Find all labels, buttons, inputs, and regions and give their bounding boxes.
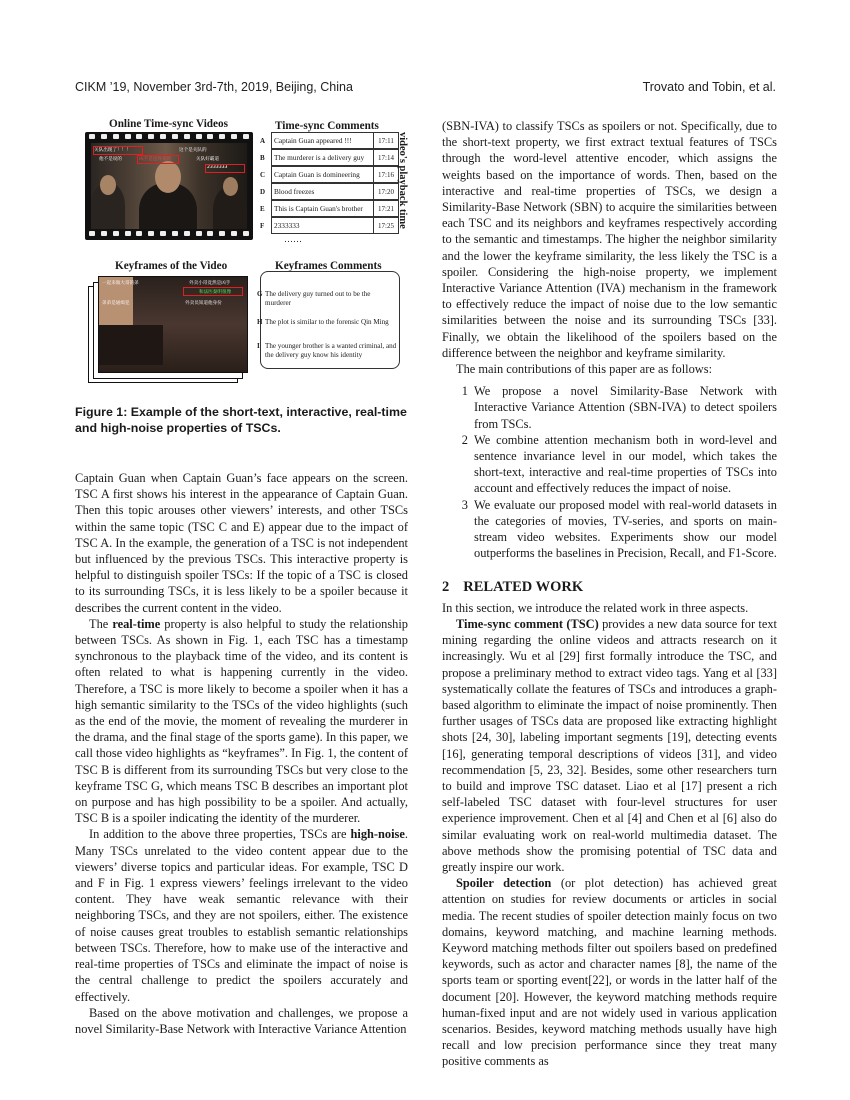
- section-heading: 2 RELATED WORK: [442, 579, 584, 596]
- figure-caption: Figure 1: Example of the short-text, interactive, real-time and high-noise properties of TSCs.: [75, 405, 407, 435]
- tsc-row: A Captain Guan appeared !!! 17:11: [260, 132, 400, 149]
- spoiler-detection-term: Spoiler detection: [456, 876, 552, 891]
- tsc-row: D Blood freezes 17:20: [260, 183, 400, 200]
- figure-1: [75, 118, 415, 388]
- paragraph: Based on the above motivation and challenges, we propose a novel Similarity-Base Network with Interactive Variance Attention: [75, 1005, 408, 1036]
- video-title: Online Time-sync Videos: [109, 118, 228, 130]
- danmu-e: 关队好霸道: [196, 157, 219, 162]
- contributions-list: [442, 383, 777, 561]
- left-column: [75, 470, 408, 1037]
- paragraph: In this section, we introduce the related work in three aspects.: [442, 600, 749, 615]
- video-film-strip: [85, 132, 253, 240]
- list-item: 2 We combine attention mechanism both in word-level and sentence invariance level in our model, which takes the short-text, interactive and real-time properties of TSCs into account and effectively reduces the impact of noise.: [461, 432, 777, 496]
- tsc-row: C Captain Guan is domineering 17:16: [260, 166, 400, 183]
- kf-danmu-c: 和法医秦明很像: [199, 290, 232, 295]
- real-time-term: real-time: [112, 616, 161, 631]
- list-item: 1 We propose a novel Similarity-Base Network with Interactive Variance Attention (SBN-IVA) to detect spoilers from TSCs.: [461, 384, 777, 431]
- tsc-row: F 2333333 17:25: [260, 217, 400, 234]
- running-header-authors: Trovato and Tobin, et al.: [642, 80, 776, 94]
- tsc-row: B The murderer is a delivery guy 17:14: [260, 149, 400, 166]
- tsc-ellipsis: ……: [284, 234, 302, 244]
- paragraph: In addition to the above three properties, TSCs are high-noise. Many TSCs unrelated to the video content appear due to the viewers’ diverse topics and particular ideas. For example, TSC D and F in Fig. 1 express viewers’ feelings irrelevant to the video content. They have weak semantic relevance with their neighboring TSCs, and they are not spoilers, either. The existence of noise causes great troubles to establish semantic relationships between TSCs. Therefore, how to make use of the interactive and real-time properties of TSCs and eliminate the impact of noise is the central challenge to predict the spoilers accurately and effectively.: [75, 827, 408, 1004]
- keyframe-comment: G The delivery guy turned out to be the murderer: [257, 290, 371, 307]
- keyframe-comments-title: Keyframes Comments: [275, 260, 382, 272]
- keyframe-comments-box: [257, 271, 400, 369]
- danmu-a: 关队出现了！！！: [94, 148, 131, 153]
- list-item: 3 We evaluate our proposed model with real-world datasets in the categories of movies, TV-series, and sports on main-stream video websites. Experiments show our model outperforms the baselines in Precision, Recall, and F1-Score.: [461, 497, 777, 561]
- playback-time-axis-label: video's playback time: [397, 132, 408, 229]
- keyframes-title: Keyframes of the Video: [115, 260, 228, 272]
- kf-danmu-d: 弟弟是通缉犯: [102, 301, 130, 306]
- danmu-c: 他不是说的: [99, 157, 122, 162]
- video-frame: [91, 143, 247, 229]
- keyframe-comment: H The plot is similar to the forensic Qin Ming: [257, 318, 389, 326]
- keyframe-comment: I The younger brother is a wanted criminal, and the delivery guy know his identity: [257, 342, 397, 359]
- danmu-b: 这个是关队的: [179, 148, 207, 153]
- tsc-row: E This is Captain Guan's brother 17:21: [260, 200, 400, 217]
- paragraph: The real-time property is also helpful to study the relationship between TSCs. As shown in Fig. 1, each TSC has a timestamp synchronous to the playback time of the video, and its content is often related to what is happening currently in the video. Therefore, a TSC is more likely to become a spoiler when it has a high semantic similarity to the TSCs of the video highlights (such as the end of the movie, the moment of revealing the murderer in the drama, and the final stage of the sports game). In this paper, we call those video highlights as “keyframes”. In Fig. 1, the content of TSC B is different from its surrounding TSCs but very close to the keyframe TSC G, which means TSC B describes an important plot on purpose and has high possibility to be a spoiler. And actually, TSC B is a spoiler indicating the identity of the murderer.: [75, 616, 408, 826]
- kf-danmu-b: 外卖小哥竟然是凶手: [189, 281, 231, 286]
- tsc-title: Time-sync Comments: [275, 120, 379, 132]
- keyframe-image: [98, 276, 248, 373]
- paragraph: The main contributions of this paper are as follows:: [456, 362, 713, 377]
- paragraph: Captain Guan when Captain Guan’s face appears on the screen. TSC A first shows his interest in the appearance of Captain Guan. Then this topic arouses other viewers’ interests, and other TSCs within the same topic (TSC C and E) appear due to the impact of TSC A. In the example, the generation of a TSC is not independent but influenced by the previous TSCs. This interactive property is helpful to distinguish spoiler TSCs: If the topic of a TSC is closed to its surrounding TSCs, it is less likely to be a spoiler because it describes the current content in the video.: [75, 471, 408, 615]
- danmu-f: 2333333: [207, 165, 228, 170]
- right-column: [442, 118, 777, 1070]
- danmu-d: 凶手是送外卖的: [139, 157, 172, 162]
- tsc-list: [260, 132, 400, 244]
- kf-danmu-e: 外卖员知道他身份: [185, 301, 222, 306]
- high-noise-term: high-noise: [350, 827, 405, 842]
- kf-danmu-a: 一起来做大哥的弟: [102, 281, 139, 286]
- tsc-term: Time-sync comment (TSC): [456, 616, 599, 631]
- paragraph: Spoiler detection (or plot detection) has achieved great attention on studies for review documents or articles in social media. The recent studies of spoiler detection mainly focus on two domains, keyword matching, and machine learning methods. Keyword matching methods filter out spoilers based on predefined keywords, such as actor and character names [8], the name of the sports team or sporting event[22], or words in the latter half of the document [20]. However, the keyword matching methods require human-fixed input and are not widely used in various application scenarios. Besides, keyword matching methods usually have high recall and low precision performance since they treat many positive comments as: [442, 876, 777, 1069]
- paragraph: Time-sync comment (TSC) provides a new data source for text mining regarding the online videos and attracts research on it increasingly. Wu et al [29] first formally introduce the TSC, and propose a preliminary method to extract video tags. Yang et al [33] systematically collate the features of TSCs and introduces a graph-based algorithm to eliminate the impact of noise prominently. Then further usages of TSCs data are proposed like extracting highlight shots [24, 30], labeling important segments [19], detecting events [16], generating temporal descriptions of videos [31], and video recommendation [5, 23, 32]. Besides, some other researchers turn to build and improve TSC dataset. Liao et al [17] present a rich self-labeled TSC dataset with four-level structures for user experience improvement. Chen et al [4] and Chen et al [6] also do similar evaluating work on real-world multimedia dataset. The above methods show the promising potential of TSC data and greatly inspire our work.: [442, 616, 777, 874]
- running-header-venue: CIKM ’19, November 3rd-7th, 2019, Beijing, China: [75, 80, 353, 94]
- paragraph: (SBN-IVA) to classify TSCs as spoilers or not. Specifically, due to the short-text property, we first extract textual features of TSCs through the word-level attentive encoder, which assigns the weights based on the importance of words. Then, based on the interactive and real-time properties of TSCs, we design a Similarity-Base Network (SBN) to acquire the similarities between each TSC and its neighbors and keyframes respectively according to the semantic and timestamps. The higher the neighbor similarity and the lower the keyframe similarity, the less likely the TSC is a spoiler. Considering the high-noise property, we implement Interactive Variance Attention (IVA) mechanism in the framework to effectively reduce the impact of noise due to the low semantic similarities between the noise and its surrounding TSCs [33]. Finally, we obtain the likelihood of the spoilers based on the difference between the neighbor and keyframe similarity.: [442, 119, 777, 360]
